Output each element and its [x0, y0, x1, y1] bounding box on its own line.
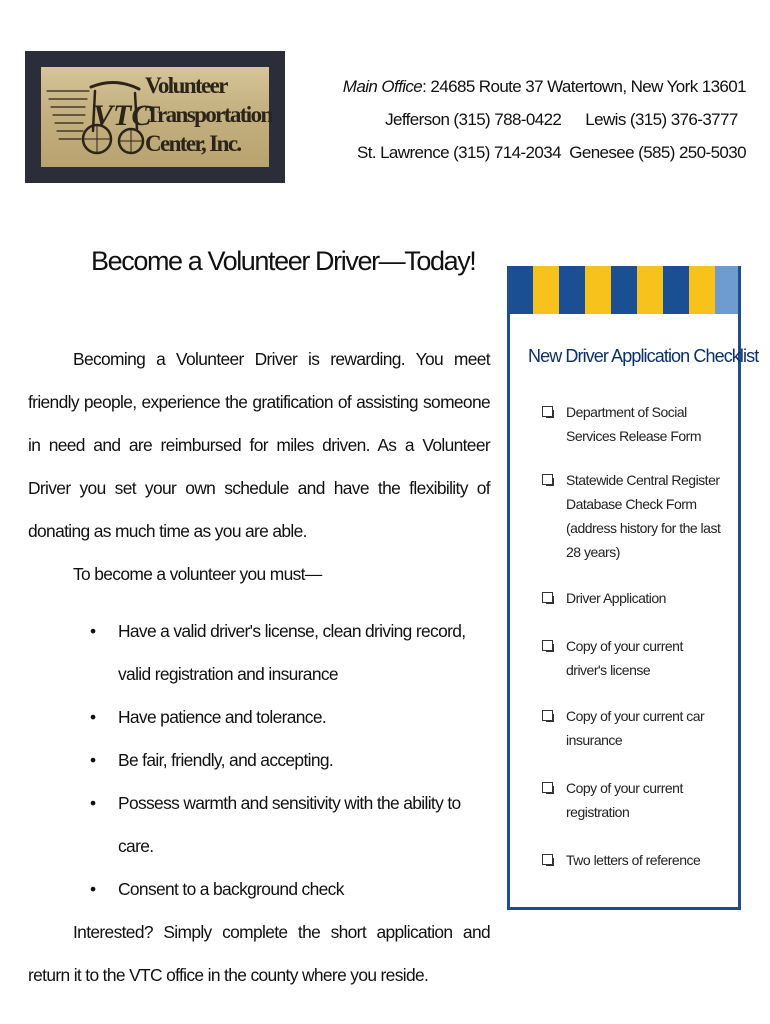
- list-item: [542, 468, 722, 564]
- checklist-item-text: Copy of your current registration: [566, 780, 683, 820]
- list-item: [542, 634, 722, 682]
- main-office-address: : 24685 Route 37 Watertown, New York 13601: [422, 77, 746, 96]
- phone-row-2: [343, 136, 746, 169]
- st-lawrence-phone: St. Lawrence (315) 714-2034: [356, 143, 561, 162]
- requirement-text: Have patience and tolerance.: [118, 707, 327, 727]
- bullet-icon: •: [90, 621, 96, 641]
- closing-paragraph: Interested? Simply complete the short application and return it to the VTC office in the county where you reside.: [28, 922, 490, 985]
- checklist-item-text: Copy of your current driver's license: [566, 638, 683, 678]
- requirement-text: Have a valid driver's license, clean driving record, valid registration and insurance: [118, 621, 466, 684]
- logo-line-2: Transportation: [145, 102, 272, 127]
- body-text: [28, 338, 490, 997]
- bullet-icon: •: [90, 750, 96, 770]
- bullet-icon: •: [90, 879, 96, 899]
- main-office-label: Main Office: [342, 77, 423, 96]
- bullet-icon: •: [90, 793, 96, 813]
- checkbox-icon: [542, 640, 553, 651]
- list-item: [28, 782, 490, 868]
- list-item: [28, 696, 490, 739]
- page-title: Become a Volunteer Driver—Today!: [91, 246, 476, 276]
- checkbox-icon: [542, 406, 553, 417]
- phone-row-1: [343, 103, 746, 136]
- intro-paragraph: Becoming a Volunteer Driver is rewarding. You meet friendly people, experience the gratification of assisting someone in need and are reimbursed for miles driven. As a Volunteer Driver you set your own schedule and have the flexibility of donating as much time as you are able.: [28, 349, 490, 541]
- list-item: [28, 868, 490, 911]
- contact-info: [343, 70, 746, 169]
- list-item: [28, 610, 490, 696]
- checklist-item-text: Two letters of reference: [566, 852, 701, 868]
- bullet-icon: •: [90, 707, 96, 727]
- checklist-item-text: Copy of your current car insurance: [566, 708, 705, 748]
- requirements-heading: To become a volunteer you must—: [73, 564, 322, 584]
- checkbox-icon: [542, 782, 553, 793]
- checkbox-icon: [542, 710, 553, 721]
- list-item: [542, 586, 722, 610]
- checklist-items: [542, 400, 722, 872]
- checkbox-icon: [542, 854, 553, 865]
- logo-mark-text: VTC: [93, 99, 152, 132]
- checklist-title: New Driver Application Checklist: [528, 346, 759, 366]
- main-office-row: [343, 70, 746, 103]
- requirements-list: [28, 610, 490, 911]
- jefferson-phone: Jefferson (315) 788-0422: [385, 110, 562, 129]
- list-item: [542, 400, 722, 448]
- checkbox-icon: [542, 474, 553, 485]
- lewis-phone: Lewis (315) 376-3777: [585, 110, 738, 129]
- list-item: [542, 704, 722, 752]
- list-item: [542, 848, 722, 872]
- logo-line-1: Volunteer: [145, 73, 227, 98]
- checklist-item-text: Driver Application: [566, 590, 666, 606]
- list-item: [542, 776, 722, 824]
- logo-wordmark: [145, 71, 272, 158]
- logo-plate: [41, 67, 272, 167]
- checklist-item-text: Statewide Central Register Database Check Form (address history for the last 28 years): [566, 472, 721, 560]
- genesee-phone: Genesee (585) 250-5030: [569, 143, 746, 162]
- checkbox-icon: [542, 592, 553, 603]
- checklist-item-text: Department of Social Services Release Form: [566, 404, 701, 444]
- requirement-text: Be fair, friendly, and accepting.: [118, 750, 334, 770]
- requirement-text: Consent to a background check: [118, 879, 344, 899]
- carriage-logo-icon: [45, 73, 152, 161]
- vtc-logo: [25, 51, 285, 183]
- list-item: [28, 739, 490, 782]
- logo-line-3: Center, Inc.: [145, 131, 241, 156]
- requirement-text: Possess warmth and sensitivity with the ability to care.: [118, 793, 461, 856]
